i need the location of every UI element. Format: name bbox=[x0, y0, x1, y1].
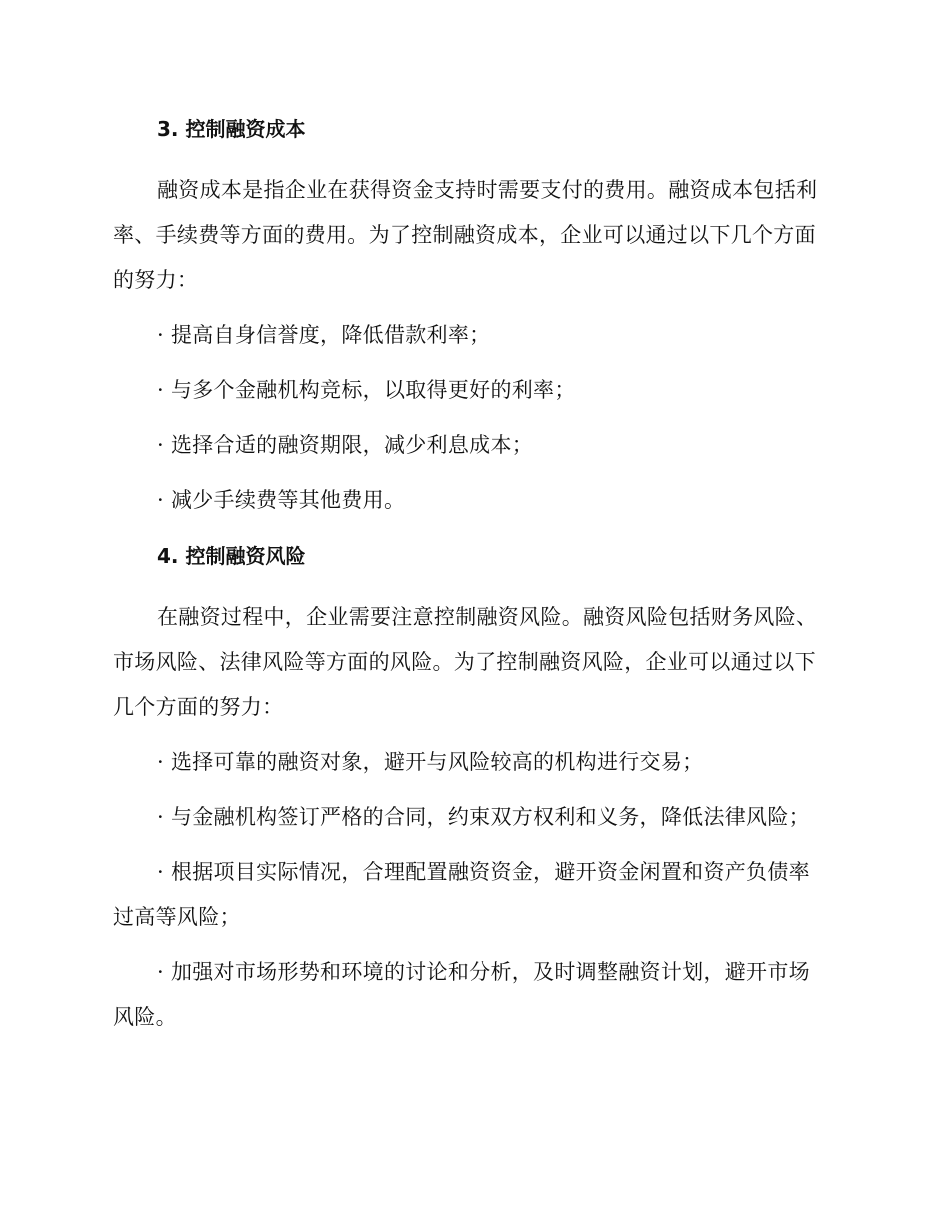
section-4-bullet-3: · 根据项目实际情况，合理配置融资资金，避开资金闲置和资产负债率过高等风险； bbox=[113, 860, 810, 929]
section-3-bullet-4: · 减少手续费等其他费用。 bbox=[157, 488, 406, 512]
section-heading-4: 4. 控制融资风险 bbox=[157, 544, 306, 568]
section-3-bullet-1: · 提高自身信誉度，降低借款利率； bbox=[157, 323, 491, 347]
section-3-bullet-3: · 选择合适的融资期限，减少利息成本； bbox=[157, 433, 534, 457]
section-4-bullet-2: · 与金融机构签订严格的合同，约束双方权利和义务，降低法律风险； bbox=[157, 805, 810, 829]
section-heading-3: 3. 控制融资成本 bbox=[157, 117, 306, 141]
section-4-bullet-4: · 加强对市场形势和环境的讨论和分析，及时调整融资计划，避开市场风险。 bbox=[113, 960, 810, 1029]
section-4-bullet-1: · 选择可靠的融资对象，避开与风险较高的机构进行交易； bbox=[157, 750, 704, 774]
section-3-paragraph: 融资成本是指企业在获得资金支持时需要支付的费用。融资成本包括利率、手续费等方面的费用。为了控制融资成本，企业可以通过以下几个方面的努力： bbox=[113, 178, 818, 292]
section-3-bullet-2: · 与多个金融机构竞标，以取得更好的利率； bbox=[157, 378, 576, 402]
section-4-paragraph: 在融资过程中，企业需要注意控制融资风险。融资风险包括财务风险、市场风险、法律风险等方面的风险。为了控制融资风险，企业可以通过以下几个方面的努力： bbox=[113, 605, 818, 719]
